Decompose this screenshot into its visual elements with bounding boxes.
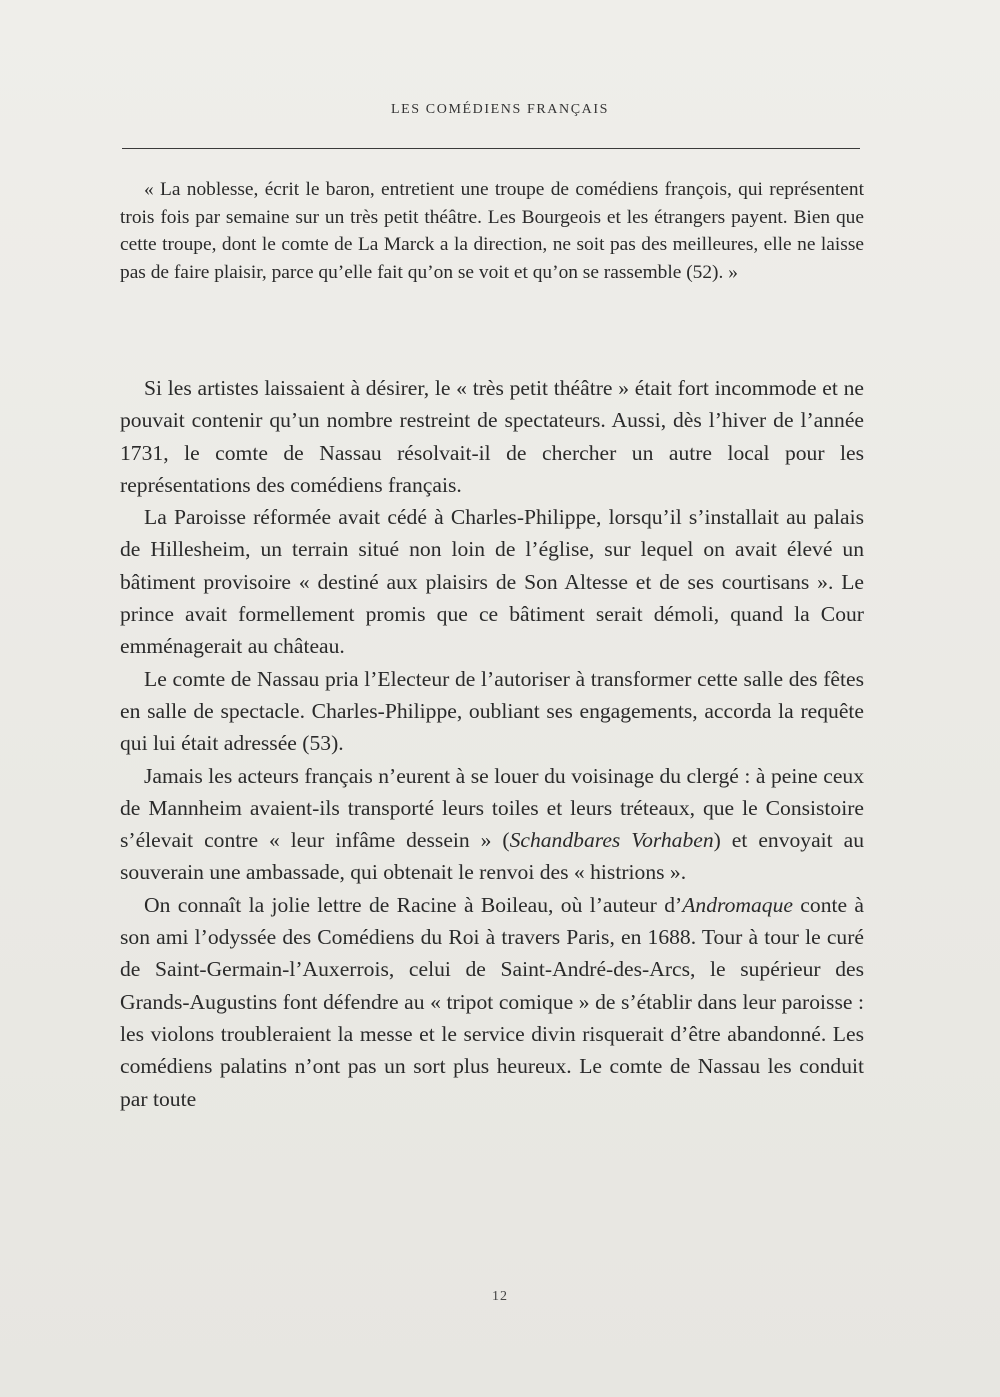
paragraph-4 [120,760,864,889]
quoted-passage [120,176,864,286]
main-text [120,372,864,1115]
header-rule [122,148,860,149]
paragraph-5 [120,889,864,1115]
paragraph-1: Si les artistes laissaient à désirer, le « très petit théâtre » était fort incommode et ne pouvait contenir qu’un nombre restreint de spectateurs. Aussi, dès l’hiver de l’année 1731, le comte de Nassau résolvait-il de chercher un autre local pour les représentations des comédiens français. [120,376,864,497]
paragraph-5-text-b: conte à son ami l’odyssée des Comédiens du Roi à travers Paris, en 1688. Tour à tour le curé de Saint-Germain-l’Auxerrois, celui de Saint-André-des-Arcs, le supérieur des Grands-Augustins font défendre au « tripot comique » de s’établir dans leur paroisse : les violons troubleraient la messe et le service divin risquerait d’être abandonné. Les comédiens palatins n’ont pas un sort plus heureux. Le comte de Nassau les conduit par toute [120,892,864,1111]
paragraph-5-text-a: On connaît la jolie lettre de Racine à Boileau, où l’auteur d’ [144,892,683,917]
page-number: 12 [492,1289,508,1304]
quote-paragraph: « La noblesse, écrit le baron, entretient une troupe de comédiens françois, qui représentent trois fois par semaine sur un très petit théâtre. Les Bourgeois et les étrangers payent. Bien que cette troupe, dont le comte de La Marck a la direction, ne soit pas des meilleures, elle ne laisse pas de faire plaisir, parce qu’elle fait qu’on se voit et qu’on se rassemble (52). » [120,179,864,283]
paragraph-2: La Paroisse réformée avait cédé à Charles-Philippe, lorsqu’il s’installait au palais de Hillesheim, un terrain situé non loin de l’église, sur lequel on avait élevé un bâtiment provisoire « destiné aux plaisirs de Son Altesse et de ses courtisans ». Le prince avait formellement promis que ce bâtiment serait démoli, quand la Cour emménagerait au château. [120,505,864,659]
paragraph-4-text-a: Jamais les acteurs français n’eurent à se louer du voisinage du clergé : à peine ceux de Mannheim avaient-ils transporté leurs toiles et leurs tréteaux, que le Consistoire s’élevait contre « leur infâme dessein » ( [120,763,864,853]
paragraph-5-italic-title: Andromaque [682,892,793,917]
paragraph-4-italic-term: Schandbares Vorhaben [509,828,714,853]
paragraph-4-text-b: ) et envoyait au souverain une ambassade, qui obtenait le renvoi des « histrions ». [120,828,864,885]
running-title: LES COMÉDIENS FRANÇAIS [391,102,609,117]
paragraph-3: Le comte de Nassau pria l’Electeur de l’autoriser à transformer cette salle des fêtes en salle de spectacle. Charles-Philippe, oubliant ses engagements, accorda la requête qui lui était adressée (53). [120,666,864,756]
